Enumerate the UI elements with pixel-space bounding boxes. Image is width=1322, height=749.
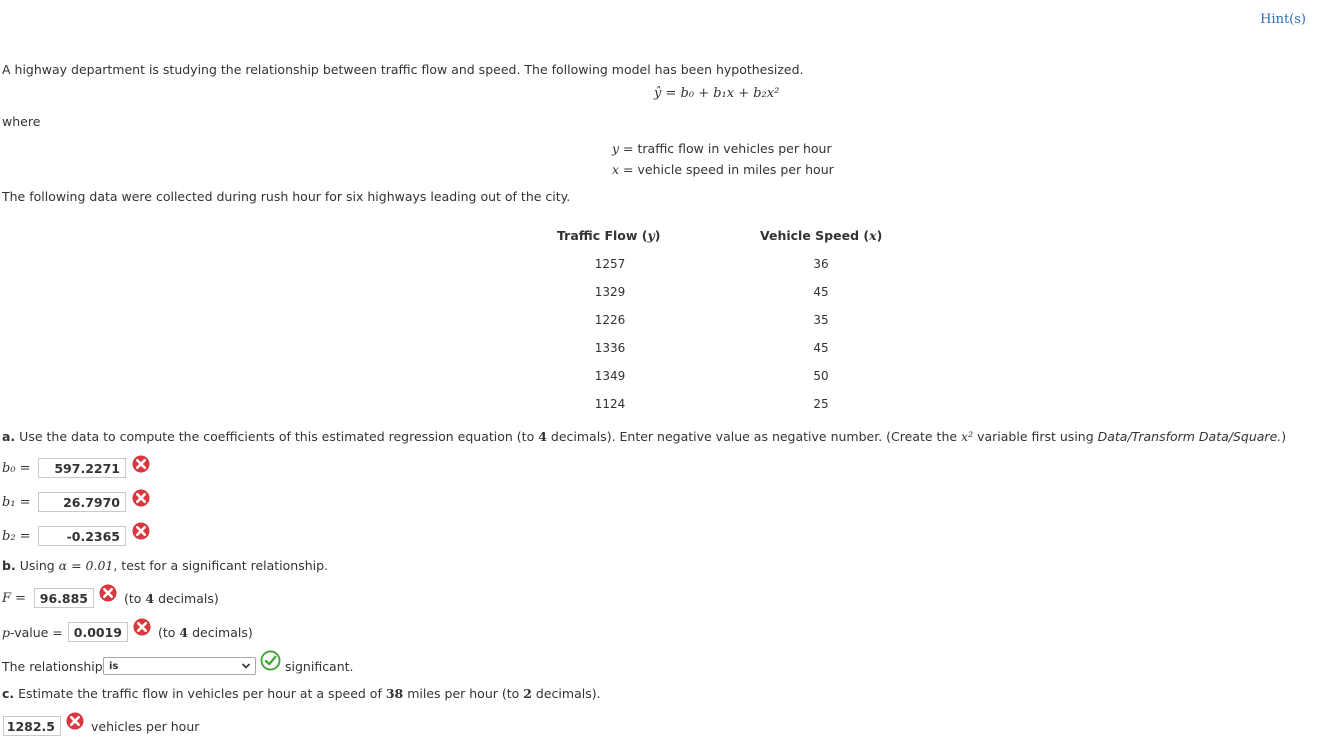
table-cell-flow: 1226 (594, 313, 626, 327)
b1-input[interactable]: 26.7970 (38, 492, 126, 512)
x-circle-icon (98, 583, 118, 603)
definition-x (612, 162, 834, 177)
p-value-label (2, 625, 63, 640)
data-intro: The following data were collected during rush hour for six highways leading out of the city. (2, 189, 571, 204)
table-cell-speed: 35 (813, 313, 829, 327)
p-var: p (2, 625, 11, 640)
table-cell-flow: 1124 (594, 397, 626, 411)
f-note-num: 4 (145, 591, 155, 606)
part-a-text3: variable first using (973, 429, 1098, 444)
y-hat-symbol: ŷ (654, 86, 662, 101)
part-a-text1: Use the data to compute the coefficients of this estimated regression equation (to (19, 429, 539, 444)
b0-input[interactable]: 597.2271 (38, 458, 126, 478)
model-equation (654, 86, 779, 101)
col1-var: y (647, 228, 655, 243)
col2-close: ) (876, 228, 883, 243)
x-circle-icon (65, 711, 85, 731)
col1-label: Traffic Flow ( (557, 228, 648, 243)
b1-label: b₁ = (2, 495, 31, 510)
column-header-traffic-flow (557, 228, 660, 243)
table-cell-speed: 25 (813, 397, 829, 411)
col1-close: ) (654, 228, 661, 243)
part-a-letter: a. (2, 429, 16, 444)
b0-label: b₀ = (2, 461, 31, 476)
definition-x-text: = vehicle speed in miles per hour (623, 162, 834, 177)
definition-y (612, 141, 832, 156)
definition-y-text: = traffic flow in vehicles per hour (623, 141, 832, 156)
table-cell-flow: 1257 (594, 257, 626, 271)
part-c-decimals: 2 (523, 686, 532, 701)
col2-var: x (869, 228, 877, 243)
y-var: y (612, 141, 620, 156)
p-note-num: 4 (179, 625, 189, 640)
x-circle-icon (131, 454, 151, 474)
where-label: where (2, 114, 41, 129)
f-statistic-input[interactable]: 96.885 (34, 588, 94, 608)
table-cell-speed: 45 (813, 285, 829, 299)
f-decimals-note (124, 591, 219, 606)
relationship-label: The relationship (2, 659, 103, 674)
part-a-x-squared: x² (961, 429, 974, 444)
part-c-question (2, 686, 601, 701)
f-label: F = (2, 591, 27, 606)
relationship-selected-value: is (109, 661, 119, 672)
x-var: x (612, 162, 620, 177)
chevron-down-icon (241, 658, 251, 674)
b2-input[interactable]: -0.2365 (38, 526, 126, 546)
part-c-text3: decimals). (531, 686, 601, 701)
part-a-menu-path: Data/Transform Data/Square. (1097, 429, 1282, 444)
traffic-flow-estimate-input[interactable]: 1282.5 (3, 716, 61, 736)
p-label-text: -value = (10, 625, 63, 640)
alpha-value: α = 0.01 (58, 558, 114, 573)
part-b-letter: b. (2, 558, 16, 573)
part-a-text2: decimals). Enter negative value as negative number. (Create the (546, 429, 962, 444)
part-b-question (2, 558, 328, 573)
relationship-select[interactable] (103, 657, 256, 675)
table-cell-speed: 36 (813, 257, 829, 271)
part-b-text2: , test for a significant relationship. (113, 558, 329, 573)
f-note-post: decimals) (154, 591, 219, 606)
b2-label: b₂ = (2, 529, 31, 544)
table-cell-flow: 1336 (594, 341, 626, 355)
part-c-text1: Estimate the traffic flow in vehicles per hour at a speed of (18, 686, 386, 701)
p-note-post: decimals) (188, 625, 253, 640)
part-b-text1: Using (19, 558, 59, 573)
problem-intro: A highway department is studying the relationship between traffic flow and speed. The following model has been hypothesized. (2, 62, 804, 77)
part-c-text2: miles per hour (to (403, 686, 524, 701)
table-cell-speed: 45 (813, 341, 829, 355)
check-circle-icon (260, 650, 281, 671)
relationship-after-text: significant. (285, 659, 354, 674)
part-a-question (2, 429, 1286, 444)
x-circle-icon (131, 488, 151, 508)
column-header-vehicle-speed (760, 228, 882, 243)
p-note-pre: (to (158, 625, 180, 640)
hints-link[interactable]: Hint(s) (1260, 12, 1306, 27)
units-label: vehicles per hour (91, 719, 200, 734)
part-c-speed: 38 (385, 686, 404, 701)
model-rhs: = b₀ + b₁x + b₂x² (665, 86, 780, 101)
table-cell-speed: 50 (813, 369, 829, 383)
table-cell-flow: 1329 (594, 285, 626, 299)
col2-label: Vehicle Speed ( (760, 228, 870, 243)
x-circle-icon (131, 521, 151, 541)
part-c-letter: c. (2, 686, 15, 701)
table-cell-flow: 1349 (594, 369, 626, 383)
x-circle-icon (132, 617, 152, 637)
p-value-input[interactable]: 0.0019 (68, 622, 128, 642)
f-note-pre: (to (124, 591, 146, 606)
part-a-text4: ) (1281, 429, 1287, 444)
p-decimals-note (158, 625, 253, 640)
part-a-decimals: 4 (538, 429, 547, 444)
